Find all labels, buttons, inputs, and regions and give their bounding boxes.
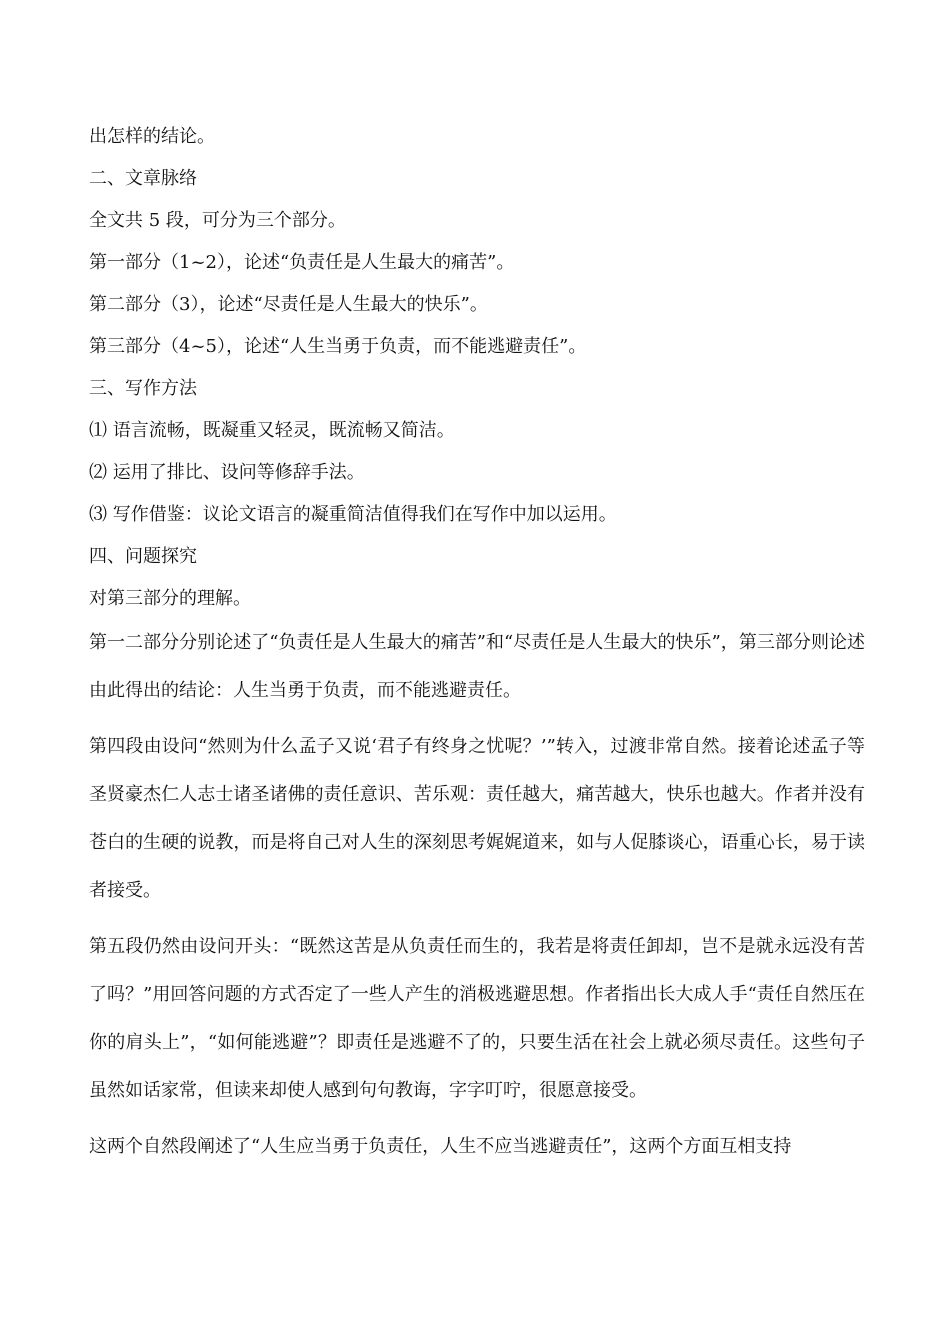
text-line-part-one: 第一部分（1~2），论述“负责任是人生最大的痛苦”。 [89,252,515,273]
text-line-conclusion: 出怎样的结论。 [89,126,215,147]
list-item-method-2: ⑵ 运用了排比、设问等修辞手法。 [89,462,365,483]
text-line-part-three: 第三部分（4~5），论述“人生当勇于负责，而不能逃避责任”。 [89,336,587,357]
paragraph-fourth-section: 第四段由设问“然则为什么孟子又说‘君子有终身之忧呢？’”转入，过渡非常自然。接着论述孟子等圣贤豪杰仁人志士诸圣诸佛的责任意识、苦乐观：责任越大，痛苦越大，快乐也越大。作者并没有苍白的生硬的说教，而是将自己对人生的深刻思考娓娓道来，如与人促膝谈心，语重心长，易于读者接受。 [89,736,865,901]
document-body [89,121,865,1179]
paragraph-two-sections: 这两个自然段阐述了“人生应当勇于负责任，人生不应当逃避责任”，这两个方面互相支持 [89,1136,792,1157]
paragraph-fifth-section: 第五段仍然由设问开头：“既然这苦是从负责任而生的，我若是将责任卸却，岂不是就永远没有苦了吗？”用回答问题的方式否定了一些人产生的消极逃避思想。作者指出长大成人手“责任自然压在你的肩头上”，“如何能逃避”？即责任是逃避不了的，只要生活在社会上就必须尽责任。这些句子虽然如话家常，但读来却使人感到句句教诲，字字叮咛，很愿意接受。 [89,936,865,1101]
list-item-method-1: ⑴ 语言流畅，既凝重又轻灵，既流畅又简洁。 [89,420,455,441]
section-heading-inquiry: 四、问题探究 [89,546,197,567]
text-line-overview: 全文共 5 段，可分为三个部分。 [89,210,346,231]
section-heading-structure: 二、文章脉络 [89,168,197,189]
paragraph-parts-summary: 第一二部分分别论述了“负责任是人生最大的痛苦”和“尽责任是人生最大的快乐”，第三部分则论述由此得出的结论：人生当勇于负责，而不能逃避责任。 [89,632,865,701]
section-heading-writing-methods: 三、写作方法 [89,378,197,399]
text-line-part-two: 第二部分（3），论述“尽责任是人生最大的快乐”。 [89,294,488,315]
list-item-method-3: ⑶ 写作借鉴：议论文语言的凝重简洁值得我们在写作中加以运用。 [89,504,617,525]
text-line-part-three-understanding: 对第三部分的理解。 [89,588,251,609]
